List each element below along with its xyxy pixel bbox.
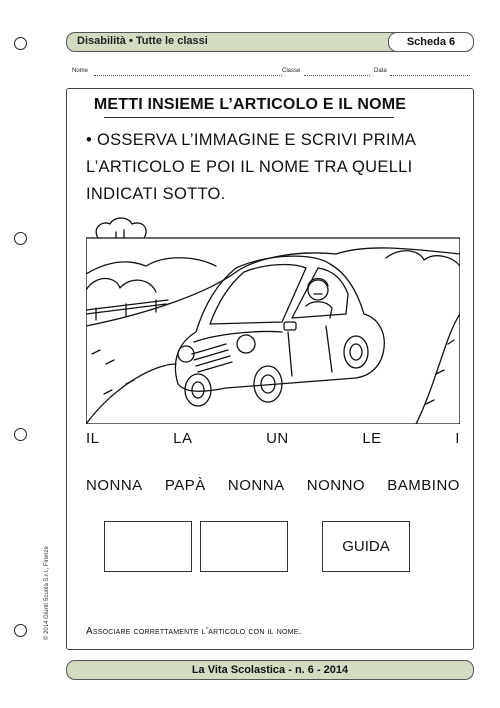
binder-hole — [14, 428, 27, 441]
article-word[interactable]: LE — [362, 430, 382, 447]
tree-crown — [96, 218, 146, 238]
answer-box-article[interactable] — [104, 521, 192, 572]
name-label: Nome — [72, 68, 89, 74]
article-word[interactable]: IL — [86, 430, 100, 447]
instruction-line: • OSSERVA L’IMMAGINE E SCRIVI PRIMA — [86, 131, 417, 149]
header-bar — [66, 32, 474, 52]
date-line[interactable] — [390, 75, 470, 76]
binder-hole — [14, 624, 27, 637]
answer-box-example: GUIDA — [322, 521, 410, 572]
article-word[interactable]: I — [455, 430, 460, 447]
instruction-line: INDICATI SOTTO. — [86, 185, 226, 203]
article-word[interactable]: UN — [266, 430, 289, 447]
date-label: Data — [374, 68, 387, 74]
mirror — [284, 322, 296, 330]
noun-word[interactable]: BAMBINO — [387, 477, 460, 494]
binder-hole — [14, 232, 27, 245]
driver-head — [308, 280, 328, 300]
copyright: © 2014 Giunti Scuola S.r.l., Firenze — [44, 546, 50, 640]
class-line[interactable] — [304, 75, 370, 76]
side-window — [292, 268, 348, 318]
student-fields — [72, 68, 472, 78]
road-edge — [86, 364, 176, 424]
instruction — [86, 127, 466, 208]
tree-trunk — [116, 230, 124, 238]
noun-word[interactable]: NONNA — [227, 477, 285, 494]
footer-bar: La Vita Scolastica - n. 6 - 2014 — [66, 660, 474, 680]
instruction-line: L’ARTICOLO E POI IL NOME TRA QUELLI — [86, 158, 413, 176]
answer-box-noun[interactable] — [200, 521, 288, 572]
article-word[interactable]: LA — [173, 430, 193, 447]
nouns-row — [86, 477, 460, 494]
exercise-title: METTI INSIEME L’ARTICOLO E IL NOME — [93, 96, 407, 113]
wheel — [344, 336, 368, 368]
footnote: Associare correttamente l’articolo con il nome. — [86, 626, 302, 637]
noun-word[interactable]: NONNA — [86, 477, 143, 494]
noun-word[interactable]: PAPÀ — [164, 477, 206, 494]
sheet-number: Scheda 6 — [388, 32, 474, 52]
road-edge — [416, 314, 460, 424]
name-line[interactable] — [94, 75, 282, 76]
class-label: Classe — [282, 68, 301, 74]
section-label: Disabilità • Tutte le classi — [77, 35, 208, 47]
binder-hole — [14, 37, 27, 50]
bush-icon — [86, 279, 156, 293]
articles-row — [86, 430, 460, 447]
headlight — [237, 335, 255, 353]
title-underline — [104, 117, 394, 118]
grill — [192, 344, 232, 372]
car-illustration — [86, 214, 460, 424]
noun-word[interactable]: NONNO — [306, 477, 366, 494]
car-body — [175, 256, 384, 391]
windshield — [210, 265, 306, 324]
